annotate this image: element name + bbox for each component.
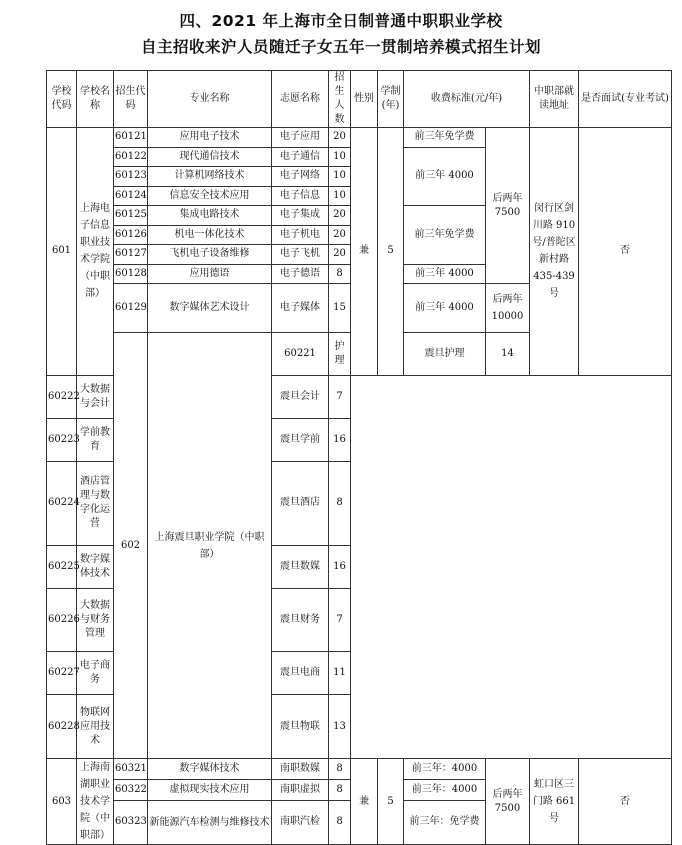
enroll-count: 8	[329, 264, 351, 284]
enroll-count: 8	[329, 461, 351, 545]
enroll-code: 60221	[272, 333, 329, 376]
enroll-count: 16	[329, 545, 351, 588]
school-code: 601	[47, 128, 77, 376]
fee-first-years: 前三年 4000	[404, 264, 486, 284]
campus-address: 虹口区三门路 661 号	[530, 759, 579, 845]
major-name: 大数据与会计	[77, 375, 114, 418]
major-name: 应用电子技术	[148, 128, 272, 148]
header-major: 专业名称	[148, 71, 272, 128]
enroll-code: 60126	[114, 225, 148, 245]
header-volunteer: 志愿名称	[272, 71, 329, 128]
fee-first-years: 前三年 4000	[404, 147, 486, 206]
duration: 5	[378, 759, 404, 845]
duration: 5	[378, 128, 404, 376]
enroll-count: 20	[329, 245, 351, 265]
header-fee: 收费标准(元/年)	[404, 71, 530, 128]
header-interview: 是否面试(专业考试)	[579, 71, 672, 128]
enroll-code: 60123	[114, 167, 148, 187]
campus-address: 闵行区剑川路 910 号/普陀区新村路 435-439 号	[530, 128, 579, 376]
enroll-code: 60321	[114, 759, 148, 780]
volunteer-name: 南职数媒	[272, 759, 329, 780]
enroll-count: 15	[329, 284, 351, 333]
volunteer-name: 电子德语	[272, 264, 329, 284]
major-name: 飞机电子设备维修	[148, 245, 272, 265]
volunteer-name: 震旦护理	[404, 333, 486, 376]
major-name: 计算机网络技术	[148, 167, 272, 187]
enroll-code: 60225	[47, 545, 77, 588]
enroll-count: 20	[329, 225, 351, 245]
enroll-code: 60227	[47, 652, 77, 695]
table-row	[47, 128, 672, 148]
enroll-count: 7	[329, 375, 351, 418]
major-name: 数字媒体技术	[148, 759, 272, 780]
enroll-code: 60127	[114, 245, 148, 265]
volunteer-name: 电子媒体	[272, 284, 329, 333]
header-school-code: 学校代码	[47, 71, 77, 128]
header-enroll-code: 招生代码	[114, 71, 148, 128]
enroll-count: 8	[329, 779, 351, 800]
enroll-count: 11	[329, 652, 351, 695]
header-count: 招生人数	[329, 71, 351, 128]
enroll-code: 60228	[47, 695, 77, 759]
gender: 兼	[351, 759, 378, 845]
volunteer-name: 震旦学前	[272, 418, 329, 461]
major-name: 学前教育	[77, 418, 114, 461]
table-header-row	[47, 71, 672, 128]
enroll-code: 60222	[47, 375, 77, 418]
major-name: 护理	[329, 333, 351, 376]
school-code: 603	[47, 759, 77, 845]
major-name: 大数据与财务管理	[77, 588, 114, 652]
major-name: 新能源汽车检测与维修技术	[148, 800, 272, 844]
school-name: 上海南湖职业技术学院（中职部）	[77, 759, 114, 845]
volunteer-name: 震旦电商	[272, 652, 329, 695]
school-name: 上海电子信息职业技术学院（中职部）	[77, 128, 114, 376]
fee-first-years: 前三年 4000	[404, 284, 486, 333]
enroll-code: 60122	[114, 147, 148, 167]
volunteer-name: 电子集成	[272, 206, 329, 226]
volunteer-name: 震旦酒店	[272, 461, 329, 545]
volunteer-name: 电子信息	[272, 186, 329, 206]
interview-flag: 否	[579, 759, 672, 845]
major-name: 信息安全技术应用	[148, 186, 272, 206]
enrollment-table	[46, 70, 672, 845]
enroll-count: 8	[329, 759, 351, 780]
enroll-count: 10	[329, 167, 351, 187]
page-title: 四、2021 年上海市全日制普通中职职业学校	[179, 12, 503, 30]
header-school-name: 学校名称	[77, 71, 114, 128]
volunteer-name: 电子通信	[272, 147, 329, 167]
fee-first-years: 前三年：免学费	[404, 800, 486, 844]
interview-flag: 否	[579, 128, 672, 376]
school-code: 602	[114, 333, 148, 759]
enroll-code: 60223	[47, 418, 77, 461]
volunteer-name: 震旦数媒	[272, 545, 329, 588]
fee-first-years: 前三年免学费	[404, 128, 486, 148]
school-name: 上海震旦职业学院（中职部）	[148, 333, 272, 759]
major-name: 现代通信技术	[148, 147, 272, 167]
major-name: 数字媒体艺术设计	[148, 284, 272, 333]
major-name: 集成电路技术	[148, 206, 272, 226]
enroll-code: 60129	[114, 284, 148, 333]
volunteer-name: 电子应用	[272, 128, 329, 148]
enroll-count: 10	[329, 186, 351, 206]
volunteer-name: 南职虚拟	[272, 779, 329, 800]
enroll-code: 60121	[114, 128, 148, 148]
page-subtitle: 自主招收来沪人员随迁子女五年一贯制培养模式招生计划	[140, 38, 541, 56]
major-name: 机电一体化技术	[148, 225, 272, 245]
enroll-count: 13	[329, 695, 351, 759]
volunteer-name: 电子飞机	[272, 245, 329, 265]
volunteer-name: 南职汽检	[272, 800, 329, 844]
volunteer-name: 电子机电	[272, 225, 329, 245]
volunteer-name: 震旦物联	[272, 695, 329, 759]
major-name: 电子商务	[77, 652, 114, 695]
header-duration: 学制(年)	[378, 71, 404, 128]
enroll-code: 60322	[114, 779, 148, 800]
major-name: 酒店管理与数字化运营	[77, 461, 114, 545]
fee-first-years: 前三年：4000	[404, 759, 486, 780]
fee-later-years: 后两年 7500	[486, 759, 530, 845]
enroll-count: 10	[329, 147, 351, 167]
enroll-code: 60124	[114, 186, 148, 206]
enroll-count: 16	[329, 418, 351, 461]
fee-later-years: 后两年 7500	[486, 128, 530, 284]
major-name: 应用德语	[148, 264, 272, 284]
table-row	[47, 759, 672, 780]
enroll-count: 7	[329, 588, 351, 652]
volunteer-name: 震旦会计	[272, 375, 329, 418]
major-name: 物联网应用技术	[77, 695, 114, 759]
enroll-code: 60224	[47, 461, 77, 545]
enroll-code: 60125	[114, 206, 148, 226]
fee-first-years: 前三年：4000	[404, 779, 486, 800]
major-name: 数字媒体技术	[77, 545, 114, 588]
gender: 兼	[351, 128, 378, 376]
header-gender: 性别	[351, 71, 378, 128]
enroll-code: 60128	[114, 264, 148, 284]
enroll-count: 8	[329, 800, 351, 844]
fee-first-years: 前三年免学费	[404, 206, 486, 265]
volunteer-name: 电子网络	[272, 167, 329, 187]
fee-later-years: 后两年 10000	[486, 284, 530, 333]
major-name: 虚拟现实技术应用	[148, 779, 272, 800]
enroll-count: 14	[486, 333, 530, 376]
enroll-code: 60323	[114, 800, 148, 844]
header-address: 中职部就读地址	[530, 71, 579, 128]
enroll-code: 60226	[47, 588, 77, 652]
enroll-count: 20	[329, 206, 351, 226]
volunteer-name: 震旦财务	[272, 588, 329, 652]
enroll-count: 20	[329, 128, 351, 148]
